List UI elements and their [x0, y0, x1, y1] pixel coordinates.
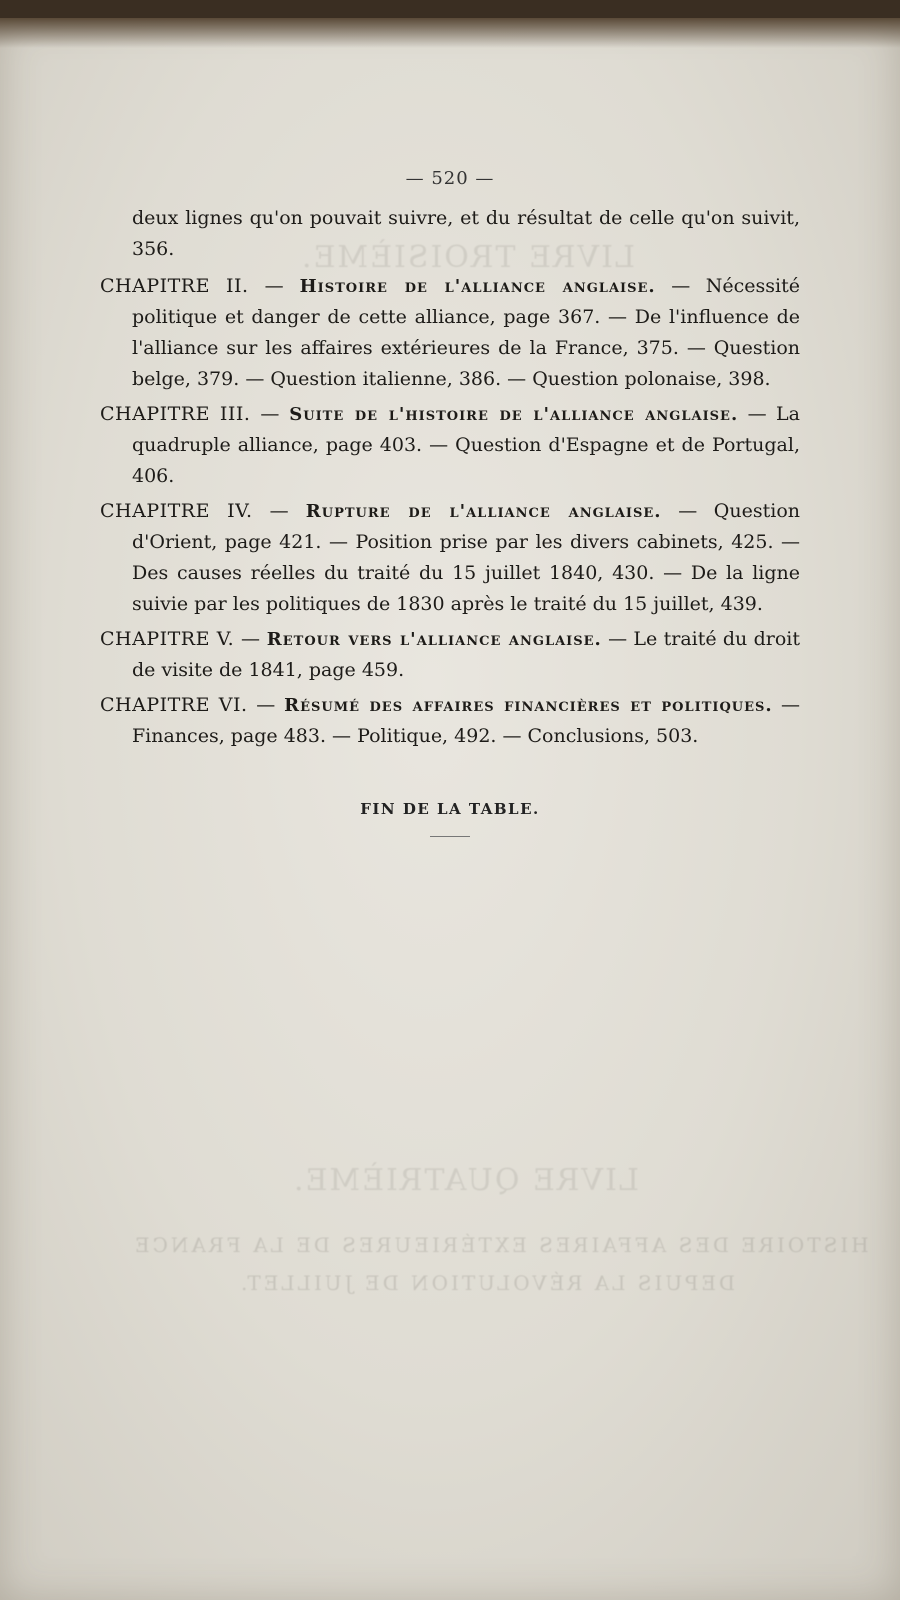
table-of-contents — [100, 168, 800, 837]
chapter-label: CHAPITRE III. — — [100, 403, 280, 425]
book-page — [0, 18, 900, 1600]
chapter-title: Résumé des affaires financières et politiques. — [284, 695, 773, 716]
chapter-label: CHAPITRE II. — — [100, 275, 285, 297]
chapter-entry — [100, 690, 800, 752]
chapter-title: Rupture de l'alliance anglaise. — [305, 501, 662, 522]
chapter-text: — La quadruple alliance, page 403. — Question d'Espagne et de Portugal, 406. — [132, 403, 800, 487]
chapter-entry — [100, 399, 800, 492]
chapter-label: CHAPITRE VI. — — [100, 694, 276, 716]
chapter-title: Retour vers l'alliance anglaise. — [266, 629, 602, 650]
bleed-through-heading: LIVRE QUATRIÈME. — [292, 1163, 639, 1198]
chapter-text: — Le traité du droit de visite de 1841, page 459. — [132, 628, 800, 681]
chapter-text: — Nécessité politique et danger de cette alliance, page 367. — De l'influence de l'alliance sur les affaires extérieures de la France, 375. — Question belge, 379. — Question italienne, 386. — Question polonaise, 398. — [132, 275, 800, 390]
chapter-title: Histoire de l'alliance anglaise. — [299, 276, 656, 297]
chapter-text: — Question d'Orient, page 421. — Position prise par les divers cabinets, 425. — Des causes réelles du traité du 15 juillet 1840, 430. — De la ligne suivie par les politiques de 1830 après le traité du 15 juillet, 439. — [132, 500, 800, 615]
chapter-title: Suite de l'histoire de l'alliance anglaise. — [289, 404, 739, 425]
chapter-entry — [100, 496, 800, 620]
bleed-through-line: DEPUIS LA RÉVOLUTION DE JUILLET. — [238, 1271, 736, 1295]
continuation-entry: deux lignes qu'on pouvait suivre, et du résultat de celle qu'on suivit, 356. — [132, 207, 800, 260]
page-top-shadow — [0, 18, 900, 48]
bleed-through-line: HISTOIRE DES AFFAIRES EXTÉRIEURES DE LA FRANCE — [132, 1233, 869, 1257]
end-rule — [430, 836, 470, 837]
chapter-label: CHAPITRE V. — — [100, 628, 261, 650]
end-of-table: FIN DE LA TABLE. — [360, 800, 540, 818]
page-number: — 520 — — [405, 168, 495, 189]
chapter-entry — [100, 624, 800, 686]
bleed-through-heading: LIVRE TROISIÈME. — [300, 240, 635, 275]
chapter-label: CHAPITRE IV. — — [100, 500, 290, 522]
chapter-entry — [100, 271, 800, 395]
chapter-text: — Finances, page 483. — Politique, 492. — Conclusions, 503. — [132, 694, 800, 747]
